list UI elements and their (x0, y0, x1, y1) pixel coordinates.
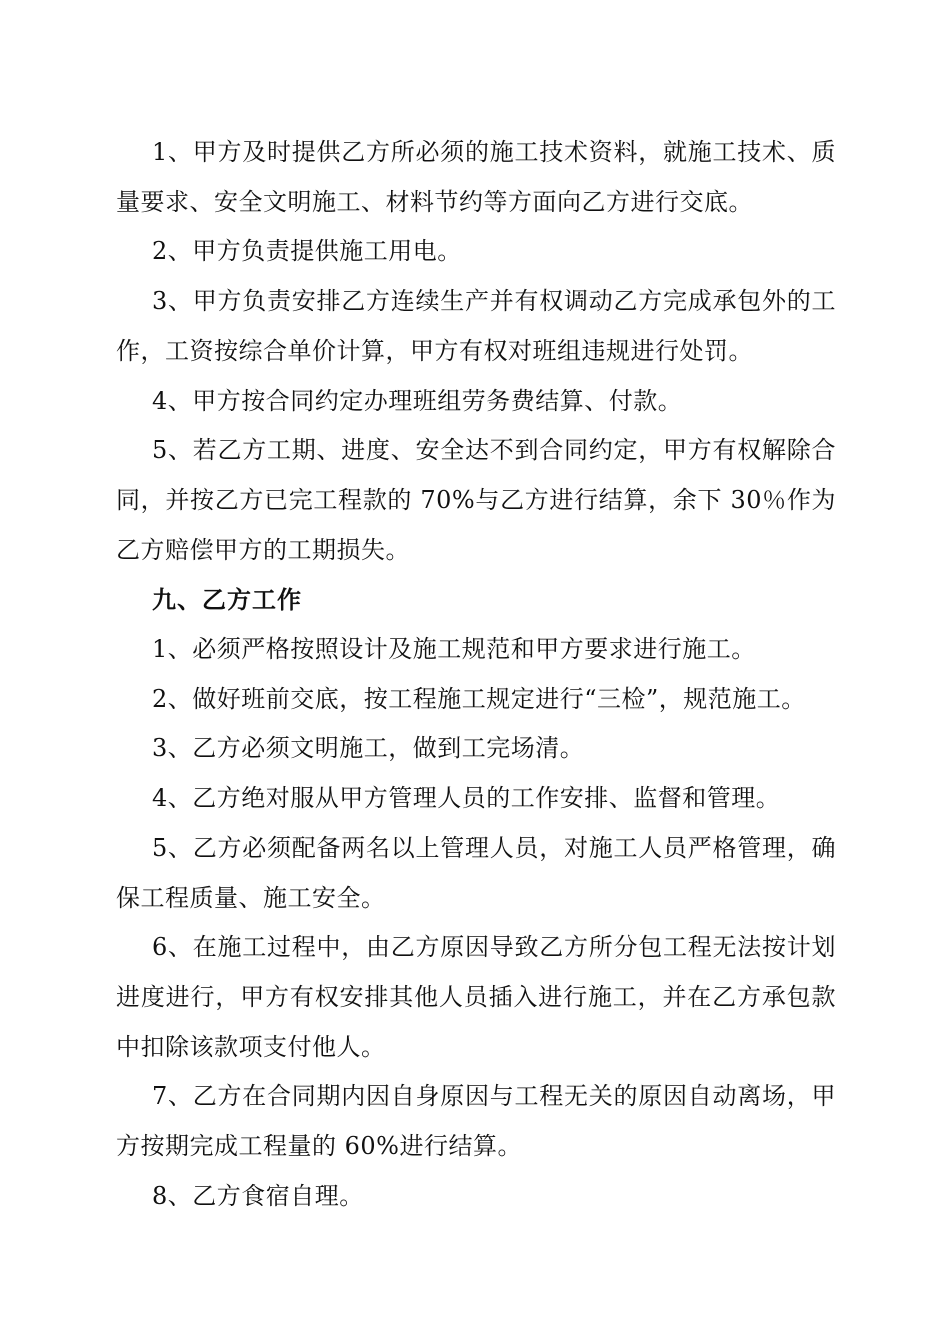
clause-8-2: 2、甲方负责提供施工用电。 (152, 237, 462, 266)
clause-9-3: 3、乙方必须文明施工，做到工完场清。 (152, 734, 585, 763)
clause-8-4: 4、甲方按合同约定办理班组劳务费结算、付款。 (152, 386, 683, 415)
clause-9-6: 6、在施工过程中，由乙方原因导致乙方所分包工程无法按计划进度进行，甲方有权安排其他人员插入进行施工，并在乙方承包款中扣除该款项支付他人。 (116, 933, 836, 1061)
clause-9-5: 5、乙方必须配备两名以上管理人员，对施工人员严格管理，确保工程质量、施工安全。 (116, 833, 836, 912)
clause-9-2: 2、做好班前交底，按工程施工规定进行“三检”，规范施工。 (152, 684, 806, 713)
clause-8-5: 5、若乙方工期、进度、安全达不到合同约定，甲方有权解除合同，并按乙方已完工程款的 70%与乙方进行结算，余下 30％作为乙方赔偿甲方的工期损失。 (116, 436, 836, 564)
clause-9-7: 7、乙方在合同期内因自身原因与工程无关的原因自动离场，甲方按期完成工程量的 60%进行结算。 (116, 1082, 836, 1161)
document-body (116, 128, 836, 1221)
clause-8-1: 1、甲方及时提供乙方所必须的施工技术资料，就施工技术、质量要求、安全文明施工、材料节约等方面向乙方进行交底。 (116, 138, 836, 216)
clause-9-1: 1、必须严格按照设计及施工规范和甲方要求进行施工。 (152, 635, 756, 664)
clause-9-4: 4、乙方绝对服从甲方管理人员的工作安排、监督和管理。 (152, 784, 781, 813)
clause-9-8: 8、乙方食宿自理。 (152, 1181, 364, 1210)
clause-8-3: 3、甲方负责安排乙方连续生产并有权调动乙方完成承包外的工作，工资按综合单价计算，甲方有权对班组违规进行处罚。 (116, 287, 836, 365)
section-9-heading: 九、乙方工作 (152, 585, 302, 615)
